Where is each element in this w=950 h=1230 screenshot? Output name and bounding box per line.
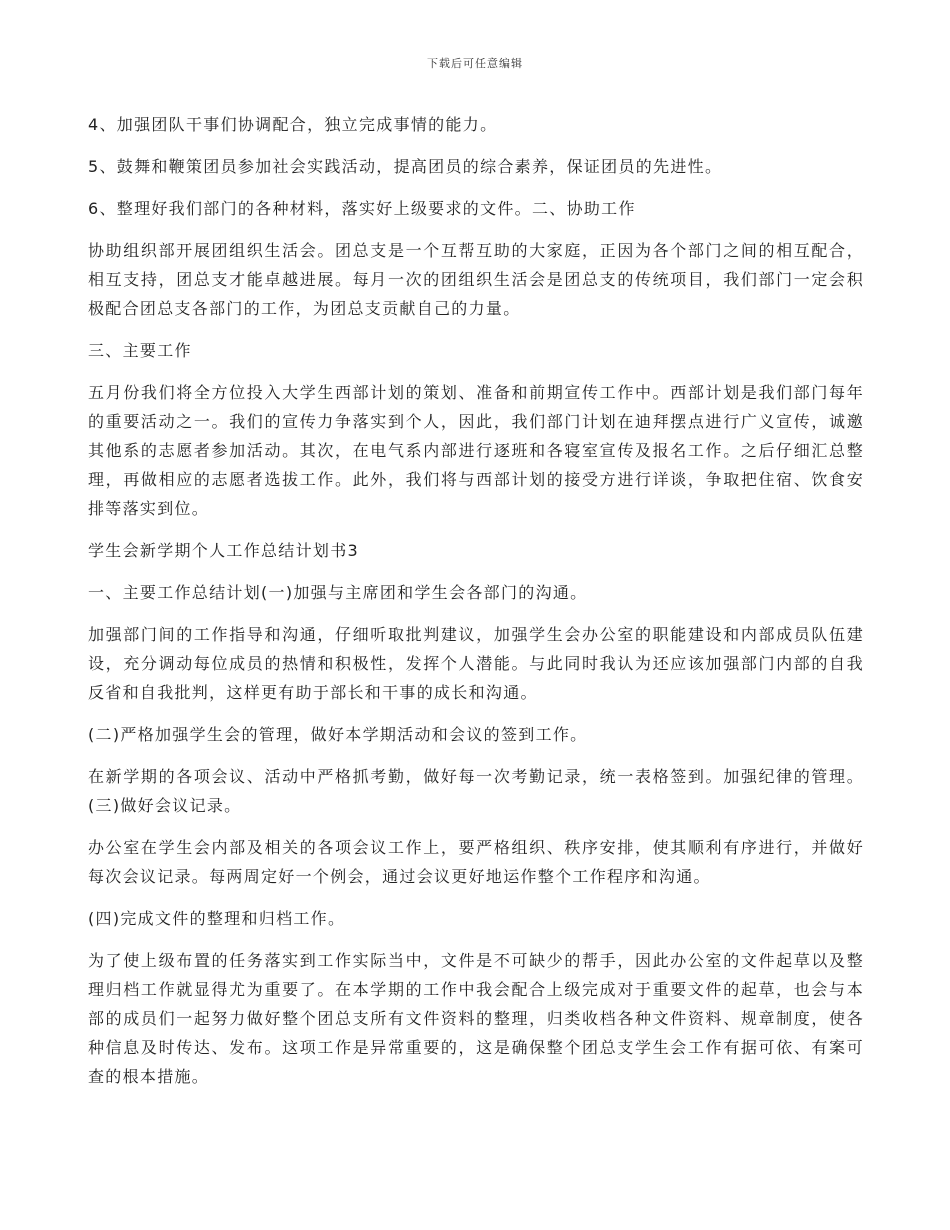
paragraph-item-5: 5、鼓舞和鞭策团员参加社会实践活动，提高团员的综合素养，保证团员的先进性。: [88, 157, 723, 176]
paragraph-item-4: 4、加强团队干事们协调配合，独立完成事情的能力。: [88, 115, 498, 134]
subheading-file-archiving: (四)完成文件的整理和归档工作。: [88, 909, 346, 928]
document-subtitle: 学生会新学期个人工作总结计划书3: [88, 541, 359, 560]
paragraph-assist-org: 协助组织部开展团组织生活会。团总支是一个互帮互助的大家庭，正因为各个部门之间的相互配合，相互支持，团总支才能卓越进展。每月一次的团组织生活会是团总支的传统项目，我们部门一定会积极配合团总支各部门的工作，为团总支贡献自己的力量。: [88, 241, 864, 318]
paragraph-communication: 加强部门间的工作指导和沟通，仔细听取批判建议，加强学生会办公室的职能建设和内部成员队伍建设，充分调动每位成员的热情和积极性，发挥个人潜能。与此同时我认为还应该加强部门内部的自我反省和自我批判，这样更有助于部长和干事的成长和沟通。: [88, 625, 864, 702]
page-header: 下载后可任意编辑: [427, 57, 523, 70]
subheading-management: (二)严格加强学生会的管理，做好本学期活动和会议的签到工作。: [88, 725, 588, 744]
section-heading-summary-plan: 一、主要工作总结计划(一)加强与主席团和学生会各部门的沟通。: [88, 583, 588, 602]
paragraph-meeting-records: 办公室在学生会内部及相关的各项会议工作上，要严格组织、秩序安排，使其顺利有序进行，并做好每次会议记录。每两周定好一个例会，通过会议更好地运作整个工作程序和沟通。: [88, 838, 864, 886]
paragraph-file-work: 为了使上级布置的任务落实到工作实际当中，文件是不可缺少的帮手，因此办公室的文件起草以及整理归档工作就显得尤为重要了。在本学期的工作中我会配合上级完成对于重要文件的起草，也会与本部的成员们一起努力做好整个团总支所有文件资料的整理，归类收档各种文件资料、规章制度，使各种信息及时传达、发布。这项工作是异常重要的，这是确保整个团总支学生会工作有据可依、有案可查的根本措施。: [88, 951, 864, 1086]
paragraph-item-6: 6、整理好我们部门的各种材料，落实好上级要求的文件。二、协助工作: [88, 199, 636, 218]
paragraph-attendance: 在新学期的各项会议、活动中严格抓考勤，做好每一次考勤记录，统一表格签到。加强纪律的管理。(三)做好会议记录。: [88, 767, 864, 815]
section-heading-main-work: 三、主要工作: [88, 341, 192, 360]
paragraph-western-plan: 五月份我们将全方位投入大学生西部计划的策划、准备和前期宣传工作中。西部计划是我们部门每年的重要活动之一。我们的宣传力争落实到个人，因此，我们部门计划在迪拜摆点进行广义宣传，诚邀其他系的志愿者参加活动。其次，在电气系内部进行逐班和各寝室宣传及报名工作。之后仔细汇总整理，再做相应的志愿者选拔工作。此外，我们将与西部计划的接受方进行详谈，争取把住宿、饮食安排等落实到位。: [88, 383, 864, 518]
document-body: [88, 110, 864, 1104]
